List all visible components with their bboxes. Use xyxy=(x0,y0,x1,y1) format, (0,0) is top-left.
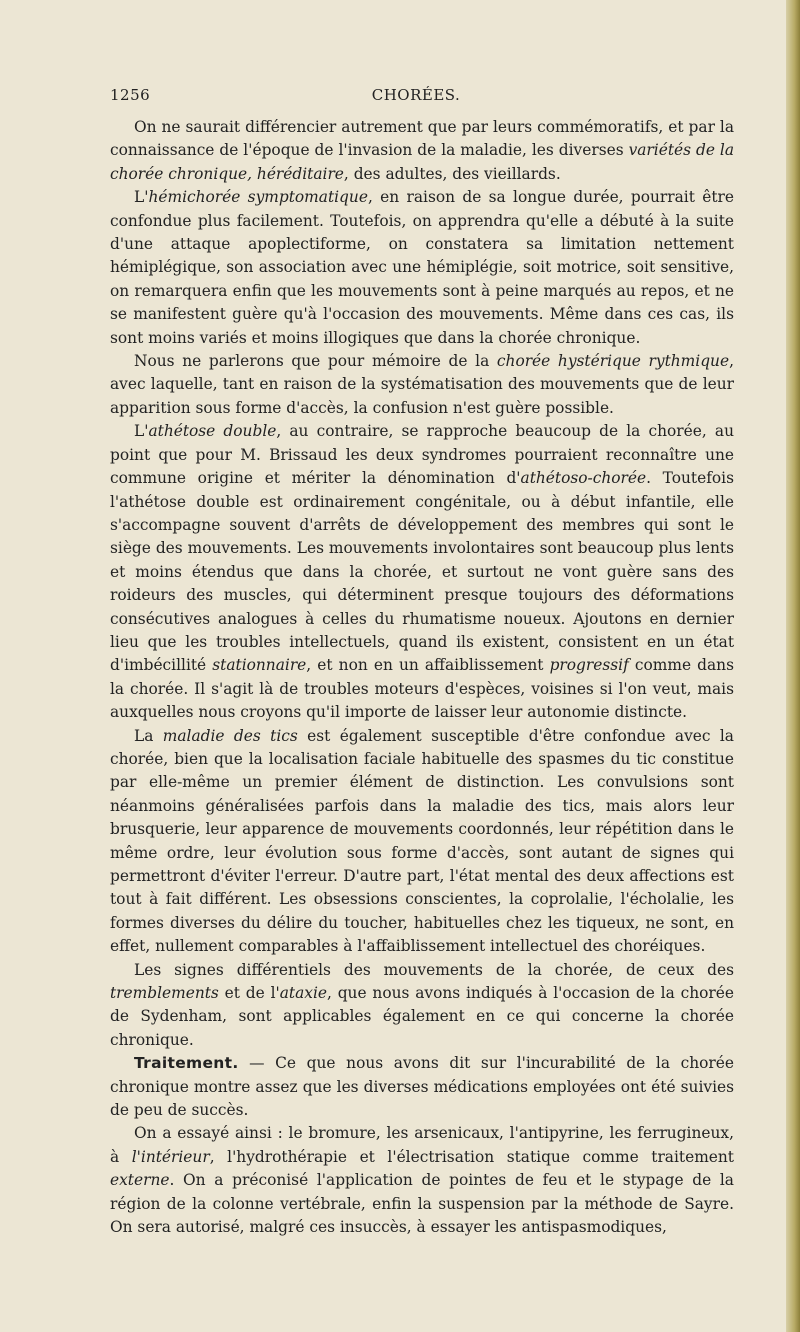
page-number: 1256 xyxy=(110,86,151,104)
text-run: , et non en un affaiblissement xyxy=(306,656,550,675)
text-run: On a essayé ainsi : le bromure, les arsenicaux, l'antipyrine, les ferrugineux, à xyxy=(110,1124,734,1166)
text-run: . On a préconisé l'application de pointes de feu et le stypage de la région de la colonne vertébrale, enfin la suspension par la méthode de Sayre. On sera autorisé, malgré ces insuccès, à essayer les antispasmodiques, xyxy=(110,1171,734,1237)
italic-term: externe xyxy=(110,1171,170,1190)
text-run: — Ce que nous avons dit sur l'incurabilité de la chorée chronique montre assez que les diverses médications employées ont été suivies de peu de succès. xyxy=(110,1054,734,1120)
italic-term: l'intérieur xyxy=(131,1147,210,1166)
text-run: Les signes différentiels des mouvements de la chorée, de ceux des xyxy=(134,960,734,979)
paragraph xyxy=(110,186,734,350)
text-run: , au contraire, se rapproche beaucoup de la chorée, au point que pour M. Brissaud les deux syndromes pourraient reconnaître une commune origine et mériter la dénomination d' xyxy=(110,422,734,488)
italic-term: athétose double xyxy=(148,422,277,441)
text-run: Nous ne parlerons que pour mémoire de la xyxy=(134,352,497,371)
text-run: , en raison de sa longue durée, pourrait être confondue plus facilement. Toutefois, on apprendra qu'elle a débuté à la suite d'une attaque apoplectiforme, on constatera sa limitation nettement hémiplégique, son association avec une hémiplégie, soit motrice, soit sensitive, on remarquera enfin que les mouvements sont à peine marqués au repos, et ne se manifestent guère qu'à l'occasion des mouvements. Même dans ces cas, ils sont moins variés et moins illogiques que dans la chorée chronique. xyxy=(110,188,735,347)
text-run: On ne saurait différencier autrement que par leurs commémoratifs, et par la connaissance de l'époque de l'invasion de la maladie, les diverses xyxy=(110,118,734,160)
text-run: et de l' xyxy=(218,984,280,1003)
italic-term: athétoso-chorée xyxy=(520,469,647,488)
paragraph xyxy=(110,725,734,959)
paragraph xyxy=(110,1122,734,1239)
text-run: L' xyxy=(134,188,149,207)
italic-term: stationnaire xyxy=(212,656,307,675)
paragraph xyxy=(110,420,734,724)
text-run: . Toutefois l'athétose double est ordinairement congénitale, ou à début infantile, elle s'accompagne souvent d'arrêts de développement des membres qui sont le siège des mouvements. Les mouvements involontaires sont beaucoup plus lents et moins étendus que dans la chorée, et surtout ne vont guère sans des roideurs des muscles, qui déterminent presque toujours des déformations consécutives analogues à celles du rhumatisme noueux. Ajoutons en dernier lieu que les troubles intellectuels, quand ils existent, consistent en un état d'imbécillité xyxy=(110,469,734,675)
text-run: L' xyxy=(134,422,149,441)
italic-term: tremblements xyxy=(110,984,219,1003)
body-text xyxy=(110,116,734,1240)
text-run: La xyxy=(134,726,163,745)
italic-term: progressif xyxy=(549,656,629,675)
paragraph xyxy=(110,350,734,420)
text-run: , l'hydrothérapie et l'électrisation statique comme traitement xyxy=(209,1147,734,1166)
page-header xyxy=(110,86,722,108)
paragraph xyxy=(110,116,734,186)
text-run: est également susceptible d'être confondue avec la chorée, bien que la localisation faciale habituelle des spasmes du tic constitue par elle-même un premier élément de distinction. Les convulsions sont néanmoins généralisées parfois dans la maladie des tics, mais alors leur brusquerie, leur apparence de mouvements coordonnés, leur répétition dans le même ordre, leur évolution sous forme d'accès, sont autant de signes qui permettront d'éviter l'erreur. D'autre part, l'état mental des deux affections est tout à fait différent. Les obsessions conscientes, la coprolalie, l'écholalie, les formes diverses du délire du toucher, habituelles chez les tiqueux, ne sont, en effet, nullement comparables à l'affaiblissement intellectuel des choréiques. xyxy=(110,726,734,956)
italic-term: hémichorée symptomatique xyxy=(148,188,368,207)
italic-term: chorée hystérique rythmique xyxy=(496,352,730,371)
text-run: , avec laquelle, tant en raison de la systématisation des mouvements que de leur apparition sous forme d'accès, la confusion n'est guère possible. xyxy=(110,352,734,417)
text-run: comme dans la chorée. Il s'agit là de troubles moteurs d'espèces, voisines si l'on veut, mais auxquelles nous croyons qu'il importe de laisser leur autonomie distincte. xyxy=(110,656,734,722)
text-run: , que nous avons indiqués à l'occasion de la chorée de Sydenham, sont applicables également en ce qui concerne la chorée chronique. xyxy=(110,984,734,1049)
section-heading: Traitement. xyxy=(134,1054,239,1073)
paragraph xyxy=(110,1052,734,1122)
italic-term: ataxie xyxy=(279,984,327,1003)
italic-term: variétés de la chorée chronique, héréditaire xyxy=(110,141,734,183)
page-edge xyxy=(786,0,800,1332)
paragraph xyxy=(110,959,734,1053)
italic-term: maladie des tics xyxy=(162,726,298,745)
running-title: CHORÉES. xyxy=(371,86,461,104)
text-run: , des adultes, des vieillards. xyxy=(343,164,561,183)
